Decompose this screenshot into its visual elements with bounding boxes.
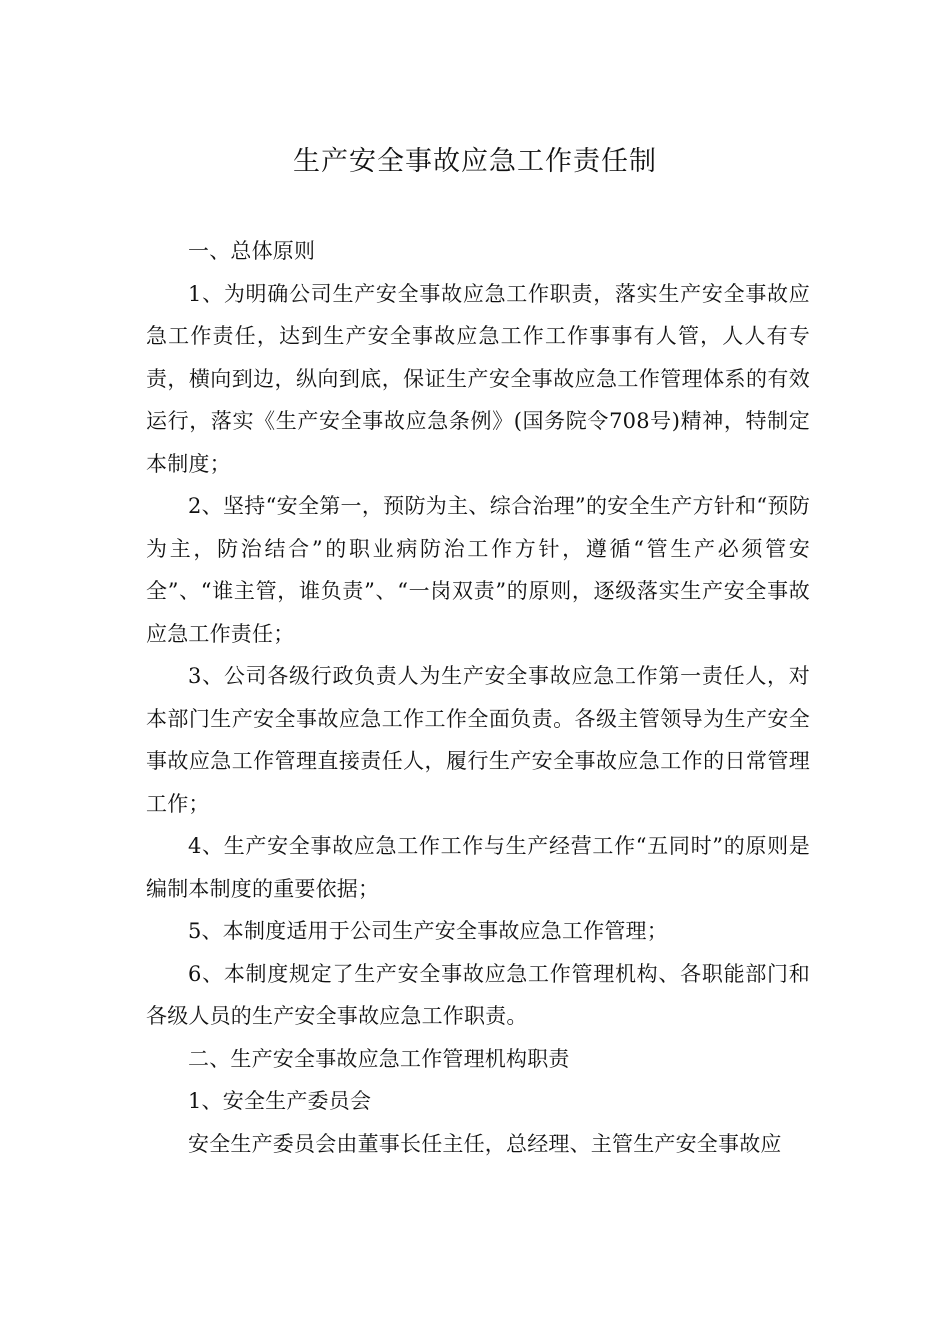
section-heading-principles: 一、总体原则 <box>188 239 316 263</box>
paragraph-item-3: 3、公司各级行政负责人为生产安全事故应急工作第一责任人，对本部门生产安全事故应急工作工作全面负责。各级主管领导为生产安全事故应急工作管理直接责任人，履行生产安全事故应急工作的日常管理工作； <box>146 664 810 816</box>
document-title: 生产安全事故应急工作责任制 <box>293 146 657 177</box>
paragraph-item-6: 6、本制度规定了生产安全事故应急工作管理机构、各职能部门和各级人员的生产安全事故应急工作职责。 <box>146 961 810 1028</box>
paragraph-item-4: 4、生产安全事故应急工作工作与生产经营工作“五同时”的原则是编制本制度的重要依据； <box>146 834 810 901</box>
section-heading-organization: 二、生产安全事故应急工作管理机构职责 <box>188 1046 570 1071</box>
document-body <box>146 230 810 1165</box>
subsection-heading-committee: 1、安全生产委员会 <box>188 1089 372 1113</box>
paragraph-committee: 安全生产委员会由董事长任主任，总经理、主管生产安全事故应 <box>188 1131 782 1156</box>
paragraph-item-2: 2、坚持“安全第一，预防为主、综合治理”的安全生产方针和“预防为主，防治结合”的职业病防治工作方针，遵循“管生产必须管安全”、“谁主管，谁负责”、“一岗双责”的原则，逐级落实生产安全事故应急工作责任； <box>146 494 810 646</box>
paragraph-item-1: 1、为明确公司生产安全事故应急工作职责，落实生产安全事故应急工作责任，达到生产安全事故应急工作工作事事有人管，人人有专责，横向到边，纵向到底，保证生产安全事故应急工作管理体系的有效运行，落实《生产安全事故应急条例》(国务院令708号)精神，特制定本制度； <box>146 281 810 476</box>
paragraph-item-5: 5、本制度适用于公司生产安全事故应急工作管理； <box>188 919 668 943</box>
